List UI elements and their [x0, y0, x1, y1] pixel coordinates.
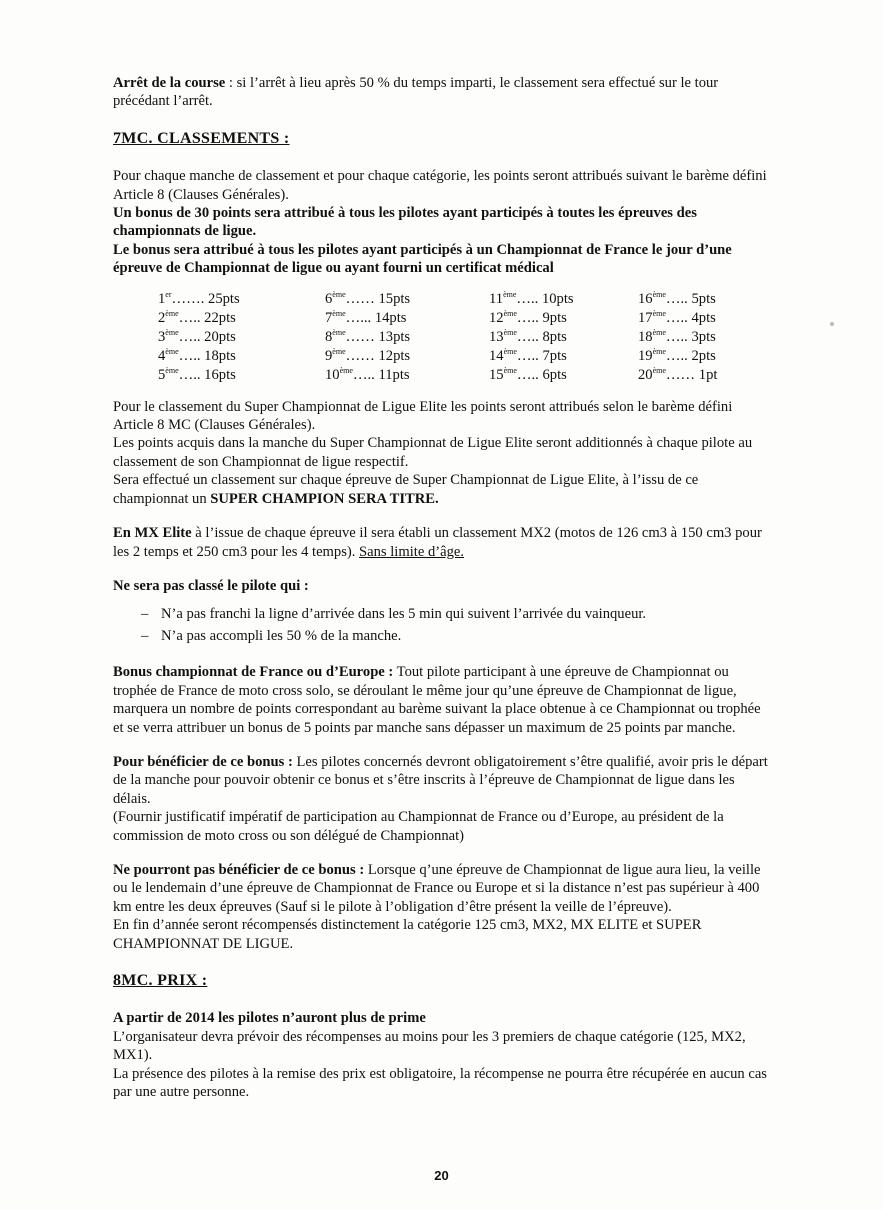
scale-points: 5pts: [691, 290, 716, 307]
scale-entry: [638, 328, 717, 347]
scale-points: 22pts: [204, 309, 236, 326]
scale-points: 12pts: [378, 347, 411, 364]
scale-rank-suffix: ème: [503, 346, 517, 356]
scale-rank-suffix: ème: [652, 346, 666, 356]
scale-points: 7pts: [542, 347, 567, 364]
year-end-rewards: En fin d’année seront récompensés distinctement la catégorie 125 cm3, MX2, MX ELITE et SUPER CHAMPIONNAT DE LIGUE.: [113, 917, 702, 952]
scale-entry: [325, 366, 410, 385]
scale-entry: [489, 328, 574, 347]
scale-dots: …..: [516, 328, 539, 345]
scale-rank: 14: [489, 347, 504, 364]
scale-rank: 18: [638, 328, 653, 345]
scale-column: [325, 290, 410, 385]
bonus-championnat-france: Le bonus sera attribué à tous les pilotes ayant participés à un Championnat de France le jour d’une épreuve de Championnat de ligue ou ayant fourni un certificat médical: [113, 241, 732, 277]
scale-entry: [325, 290, 410, 309]
points-scale: [113, 290, 773, 386]
scale-rank: 10: [325, 366, 340, 383]
scale-rank: 19: [638, 347, 653, 364]
scale-dots: …….: [171, 290, 205, 307]
scale-entry: [158, 328, 240, 347]
scale-rank: 17: [638, 309, 653, 326]
scale-entry: [158, 366, 240, 385]
super-champion-text: Sera effectué un classement sur chaque épreuve de Super Championnat de Ligue Elite, à l’issu de ce championnat un: [113, 472, 699, 507]
scale-rank: 11: [489, 290, 504, 307]
page-number: 20: [434, 1168, 449, 1183]
scale-entry: [638, 366, 717, 385]
scale-points: 16pts: [204, 366, 236, 383]
beneficier-bonus-title: Pour bénéficier de ce bonus :: [113, 753, 293, 770]
scale-entry: [325, 309, 410, 328]
scale-entry: [158, 290, 240, 309]
scale-rank: 6: [325, 290, 333, 307]
scale-dots: …..: [665, 328, 688, 345]
scale-rank-suffix: ème: [652, 289, 666, 299]
scale-rank-suffix: ème: [652, 308, 666, 318]
scale-dots: …..: [516, 366, 539, 383]
scale-entry: [325, 328, 410, 347]
scale-rank: 13: [489, 328, 504, 345]
super-champion-title: SUPER CHAMPION SERA TITRE.: [210, 490, 439, 507]
arret-title: Arrêt de la course: [113, 75, 226, 91]
scale-points: 4pts: [691, 309, 716, 326]
scale-rank: 12: [489, 309, 504, 326]
scale-rank-suffix: ème: [503, 365, 517, 375]
scale-dots: …..: [665, 309, 688, 326]
scale-rank: 4: [158, 347, 166, 364]
scale-rank-suffix: ème: [652, 327, 666, 337]
list-item: – N’a pas franchi la ligne d’arrivée dans les 5 min qui suivent l’arrivée du vainqueur.: [113, 603, 773, 625]
bonus-france-europe-paragraph: Bonus championnat de France ou d’Europe : Tout pilote participant à une épreuve de Championnat ou trophée de France de moto cross solo, se déroulant le même jour qu’une épreuve de Championnat de ligue, marquera un nombre de points correspondant au barème suivant la place obtenue à ce Championnat ou trophée et se verra attribuer un bonus de 5 points par manche sans dépasser un maximum de 25 points par manche.: [113, 664, 761, 736]
scale-rank: 5: [158, 366, 166, 383]
scale-dots: ……: [665, 366, 696, 383]
scale-column: [489, 290, 574, 385]
prix-paragraph-2: La présence des pilotes à la remise des prix est obligatoire, la récompense ne pourra être récupérée en aucun cas par une autre personne.: [113, 1065, 767, 1101]
scale-rank: 1: [158, 290, 166, 307]
scale-rank-suffix: ème: [165, 308, 179, 318]
scale-rank-suffix: ème: [652, 365, 666, 375]
scale-points: 2pts: [691, 347, 716, 364]
scale-dots: ……: [345, 328, 375, 345]
scale-rank-suffix: ème: [332, 289, 346, 299]
mx-elite-label: En MX Elite: [113, 525, 192, 542]
arret-text: : si l’arrêt à lieu après 50 % du temps imparti, le classement sera effectué sur le tour précédant l’arrêt.: [113, 75, 719, 110]
scale-dots: …..: [665, 347, 688, 364]
not-classified-list: [113, 603, 773, 647]
prix-subtitle: A partir de 2014 les pilotes n’auront plus de prime: [113, 1010, 426, 1027]
scale-dots: …..: [516, 290, 539, 307]
scale-points: 1pt: [698, 366, 718, 383]
bonus-france-europe-title: Bonus championnat de France ou d’Europe :: [113, 664, 394, 681]
scale-points: 3pts: [691, 328, 716, 345]
scale-points: 8pts: [542, 328, 567, 345]
scale-rank-suffix: ème: [339, 365, 353, 375]
list-item: – N’a pas accompli les 50 % de la manche.: [113, 625, 773, 647]
super-championnat-paragraph-2: Les points acquis dans la manche du Super Championnat de Ligue Elite seront additionnés à chaque pilote au classement de son Championnat de ligue respectif.: [113, 435, 753, 470]
scale-column: [158, 290, 240, 385]
classement-intro: Pour chaque manche de classement et pour chaque catégorie, les points seront attribués suivant le barème défini Article 8 (Clauses Générales).: [113, 168, 767, 203]
scale-rank-suffix: ème: [503, 289, 517, 299]
scale-entry: [489, 366, 574, 385]
age-limit-note: Sans limite d’âge.: [359, 543, 465, 560]
dash-bullet: –: [141, 628, 149, 645]
scale-rank: 9: [325, 347, 333, 364]
scale-rank-suffix: er: [165, 289, 172, 299]
scan-speck: [830, 322, 834, 326]
scale-dots: ……: [345, 347, 375, 364]
scale-rank: 15: [489, 366, 504, 383]
scale-rank-suffix: ème: [503, 308, 517, 318]
section-7-heading: 7MC. CLASSEMENTS :: [113, 129, 290, 147]
scale-dots: …..: [516, 309, 539, 326]
scale-rank-suffix: ème: [332, 308, 346, 318]
scale-entry: [638, 290, 717, 309]
scale-rank-suffix: ème: [503, 327, 517, 337]
non-beneficier-title: Ne pourront pas bénéficier de ce bonus :: [113, 861, 365, 878]
scale-points: 15pts: [378, 290, 411, 307]
mx-elite-text: à l’issue de chaque épreuve il sera établi un classement MX2 (motos de 126 cm3 à 150 cm3 pour les 2 temps et 250 cm3 pour les 4 temps).: [113, 525, 762, 560]
scale-entry: [638, 309, 717, 328]
scale-dots: …..: [178, 347, 201, 364]
super-championnat-paragraph-1: Pour le classement du Super Championnat de Ligue Elite les points seront attribués selon le barème défini Article 8 MC (Clauses Générales).: [113, 398, 733, 434]
scale-points: 14pts: [374, 309, 407, 326]
arret-paragraph: [113, 74, 773, 111]
scale-dots: ……: [345, 290, 375, 307]
justificatif-note: (Fournir justificatif impératif de participation au Championnat de France ou d’Europe, au président de la commission de moto cross ou son délégué de Championnat): [113, 809, 724, 844]
super-championnat-paragraph-3: [113, 471, 773, 508]
scale-rank-suffix: ème: [332, 327, 346, 337]
section-8-heading: 8MC. PRIX :: [113, 972, 208, 989]
scale-entry: [489, 309, 574, 328]
beneficier-bonus-paragraph: Pour bénéficier de ce bonus : Les pilotes concernés devront obligatoirement s’être qualifié, avoir pris le départ de la manche pour pouvoir obtenir ce bonus et s’être inscrits à l’épreuve de Championnat de ligue dans les délais.: [113, 753, 768, 807]
scale-entry: [489, 347, 574, 366]
scale-points: 20pts: [204, 328, 236, 345]
scale-points: 13pts: [378, 328, 411, 345]
scale-rank-suffix: ème: [332, 346, 346, 356]
scale-rank: 20: [638, 366, 653, 383]
scale-points: 11pts: [378, 366, 410, 383]
scale-rank: 7: [325, 309, 333, 326]
scale-entry: [158, 347, 240, 366]
scale-rank-suffix: ème: [165, 346, 179, 356]
bonus-30-points: Un bonus de 30 points sera attribué à tous les pilotes ayant participés à toutes les épreuves des championnats de ligue.: [113, 205, 697, 240]
scale-dots: …..: [178, 309, 201, 326]
scale-points: 18pts: [204, 347, 236, 364]
mx-elite-paragraph: [113, 524, 773, 561]
scale-points: 10pts: [541, 290, 574, 307]
scale-dots: …..: [178, 328, 201, 345]
scale-entry: [325, 347, 410, 366]
non-beneficier-paragraph: Ne pourront pas bénéficier de ce bonus : Lorsque q’une épreuve de Championnat de ligue aura lieu, la veille ou le lendemain d’une épreuve de Championnat de France ou Europe et si la distance n’est pas supérieur à 400 km entre les deux épreuves (Sauf si le pilote à l’obligation d’être présent la veille de l’épreuve).: [113, 861, 761, 915]
scale-dots: …..: [516, 347, 539, 364]
scale-dots: …...: [345, 309, 372, 326]
scale-entry: [158, 309, 240, 328]
scale-rank: 3: [158, 328, 166, 345]
scale-rank-suffix: ème: [165, 365, 179, 375]
scale-points: 6pts: [542, 366, 567, 383]
scale-entry: [638, 347, 717, 366]
scale-dots: …..: [352, 366, 375, 383]
scale-dots: …..: [178, 366, 201, 383]
scale-column: [638, 290, 717, 385]
scale-points: 25pts: [208, 290, 240, 307]
dash-bullet: –: [141, 606, 149, 623]
scale-dots: …..: [665, 290, 688, 307]
scale-entry: [489, 290, 574, 309]
scale-rank: 8: [325, 328, 333, 345]
prix-paragraph-1: L’organisateur devra prévoir des récompenses au moins pour les 3 premiers de chaque catégorie (125, MX2, MX1).: [113, 1028, 746, 1064]
page-content: [113, 74, 773, 1101]
scale-rank: 2: [158, 309, 166, 326]
scale-rank: 16: [638, 290, 653, 307]
scale-points: 9pts: [542, 309, 567, 326]
scale-rank-suffix: ème: [165, 327, 179, 337]
not-classified-title: Ne sera pas classé le pilote qui :: [113, 577, 309, 594]
